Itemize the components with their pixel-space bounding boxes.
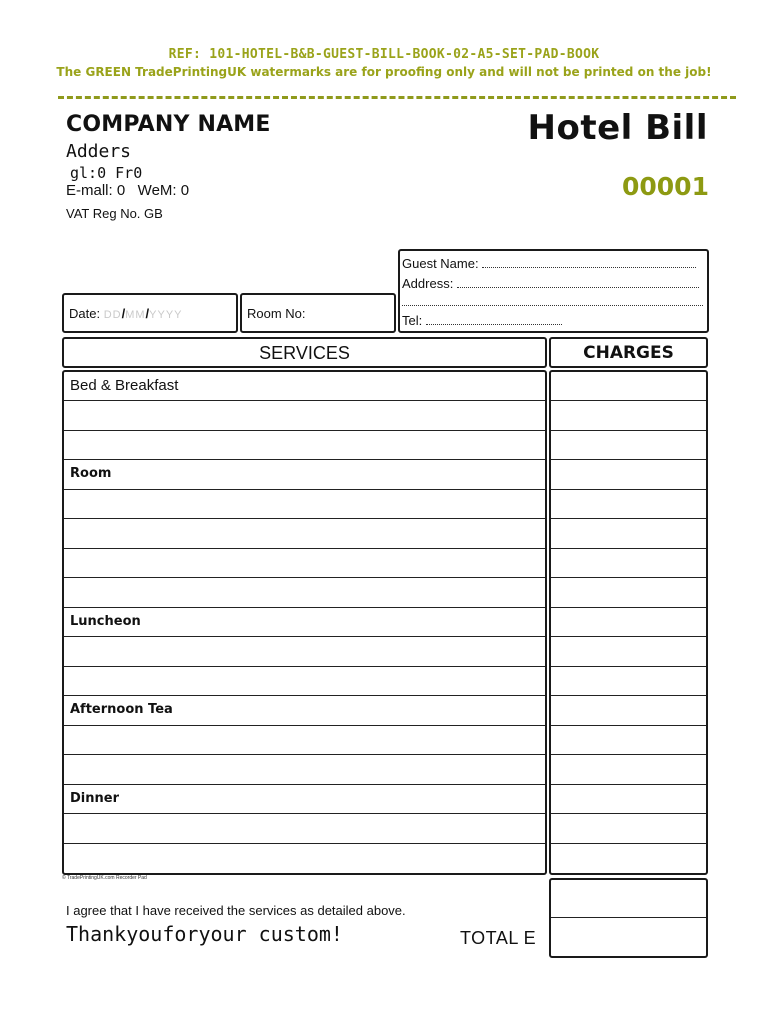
charges-header <box>549 337 708 368</box>
fine-print: © TradePrintingUK.com Recorder Pad <box>62 875 147 881</box>
address-line-2[interactable] <box>402 294 703 309</box>
date-month-placeholder: MM <box>125 309 146 321</box>
charge-cell[interactable] <box>551 726 706 755</box>
date-field[interactable] <box>62 293 238 333</box>
service-row[interactable] <box>64 431 545 460</box>
tel-dotted-line <box>426 314 562 325</box>
document-title: Hotel Bill <box>527 108 708 148</box>
service-row-label: Afternoon Tea <box>70 702 173 718</box>
address-field[interactable] <box>402 276 699 291</box>
service-row[interactable] <box>64 549 545 578</box>
charge-cell[interactable] <box>551 844 706 873</box>
charges-header-label: CHARGES <box>583 343 674 363</box>
dashed-divider <box>58 96 736 99</box>
charge-cell[interactable] <box>551 637 706 666</box>
service-row[interactable] <box>64 460 545 489</box>
company-email-line: E-mall: 0 WeM: 0 <box>66 182 190 199</box>
date-day-placeholder: DD <box>103 309 122 321</box>
address-dotted-line-2 <box>402 295 703 306</box>
service-row[interactable] <box>64 519 545 548</box>
charge-cell[interactable] <box>551 785 706 814</box>
service-row-label: Dinner <box>70 790 119 806</box>
company-phone-line: gl:0 Fr0 <box>70 164 143 182</box>
service-row[interactable] <box>64 578 545 607</box>
address-dotted-line <box>457 277 699 288</box>
tel-label: Tel: <box>402 313 423 328</box>
total-box-divider <box>551 917 706 918</box>
services-table <box>62 370 708 875</box>
charge-cell[interactable] <box>551 519 706 548</box>
reference-line: REF: 101-HOTEL-B&B-GUEST-BILL-BOOK-02-A5-SET-PAD-BOOK <box>168 47 600 62</box>
date-label: Date: <box>69 306 101 321</box>
charge-cell[interactable] <box>551 578 706 607</box>
service-row[interactable] <box>64 401 545 430</box>
address-label: Address: <box>402 276 454 291</box>
charges-column <box>549 370 708 875</box>
thank-you-message: Thankyouforyour custom! <box>66 922 343 946</box>
service-row[interactable] <box>64 608 545 637</box>
service-row[interactable] <box>64 844 545 873</box>
services-header-label: SERVICES <box>259 343 350 363</box>
company-address-line: Adders <box>66 141 132 162</box>
service-row[interactable] <box>64 667 545 696</box>
charge-cell[interactable] <box>551 401 706 430</box>
charge-cell[interactable] <box>551 460 706 489</box>
vat-reg-number: VAT Reg No. GB <box>66 206 163 221</box>
service-row[interactable] <box>64 785 545 814</box>
date-separator: / <box>145 306 150 321</box>
total-label: TOTAL E <box>460 928 537 948</box>
charge-cell[interactable] <box>551 549 706 578</box>
service-row-label: Luncheon <box>70 613 141 629</box>
charge-cell[interactable] <box>551 608 706 637</box>
service-row-label: Bed & Breakfast <box>70 377 179 394</box>
charge-cell[interactable] <box>551 431 706 460</box>
room-number-field[interactable] <box>240 293 396 333</box>
watermark-note: The GREEN TradePrintingUK watermarks are for proofing only and will not be printed on the job! <box>56 65 712 79</box>
charge-cell[interactable] <box>551 696 706 725</box>
agreement-text: I agree that I have received the services as detailed above. <box>66 903 406 918</box>
guest-name-label: Guest Name: <box>402 256 479 271</box>
company-name: COMPANY NAME <box>66 112 271 137</box>
date-separator: / <box>121 306 126 321</box>
date-year-placeholder: YYYY <box>149 309 183 321</box>
total-amount-box[interactable] <box>549 878 708 958</box>
service-row[interactable] <box>64 755 545 784</box>
service-row-label: Room <box>70 466 112 482</box>
services-column <box>62 370 547 875</box>
service-row[interactable] <box>64 637 545 666</box>
guest-details-box <box>398 249 709 333</box>
service-row[interactable] <box>64 696 545 725</box>
charge-cell[interactable] <box>551 814 706 843</box>
charge-cell[interactable] <box>551 490 706 519</box>
guest-name-dotted-line <box>482 257 696 268</box>
service-row[interactable] <box>64 814 545 843</box>
bill-number: 00001 <box>622 172 709 201</box>
service-row[interactable] <box>64 726 545 755</box>
charge-cell[interactable] <box>551 755 706 784</box>
charge-cell[interactable] <box>551 372 706 401</box>
room-number-label: Room No: <box>247 306 306 321</box>
services-header <box>62 337 547 368</box>
service-row[interactable] <box>64 372 545 401</box>
service-row[interactable] <box>64 490 545 519</box>
charge-cell[interactable] <box>551 667 706 696</box>
guest-name-field[interactable] <box>402 256 696 271</box>
tel-field[interactable] <box>402 313 562 328</box>
